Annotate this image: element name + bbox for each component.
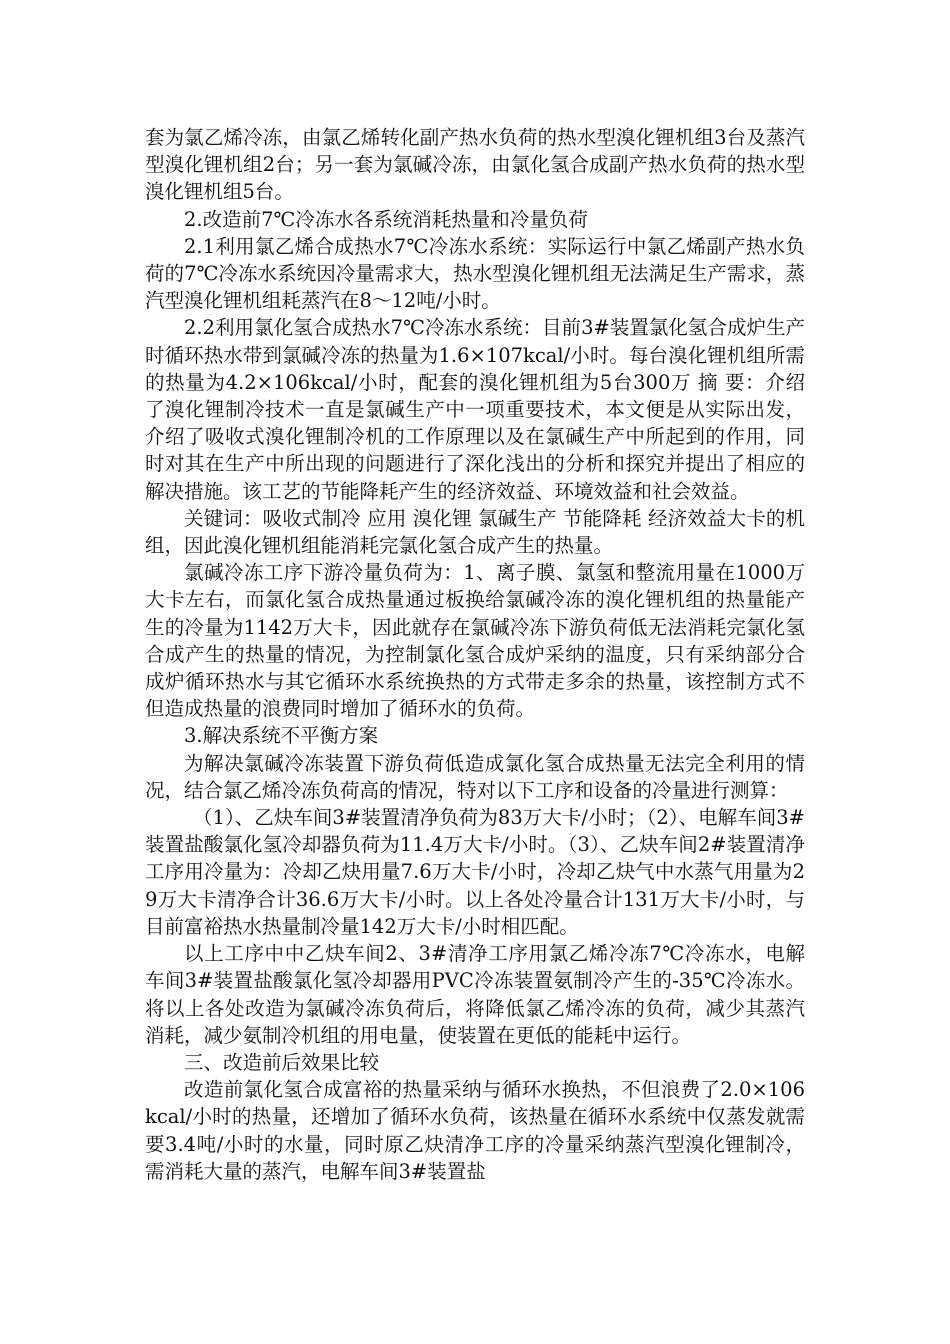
paragraph-process-change: 以上工序中中乙炔车间2、3#清净工序用氯乙烯冷冻7℃冷冻水，电解车间3#装置盐酸氯化氢冷却器用PVC冷冻装置氨制冷产生的-35℃冷冻水。将以上各处改造为氯碱冷冻负荷后，将降低氯乙烯冷冻的负荷，减少其蒸汽消耗，减少氨制冷机组的用电量，使装置在更低的能耗中运行。: [145, 942, 805, 1047]
document-body: [145, 124, 805, 1185]
paragraph-load-list: （1）、乙炔车间3#装置清净负荷为83万大卡/小时；（2）、电解车间3#装置盐酸氯化氢冷却器负荷为11.4万大卡/小时。（3）、乙炔车间2#装置清净工序用冷量为：冷却乙炔用量7.6万大卡/小时，冷却乙炔气中水蒸气用量为29万大卡清净合计36.6万大卡/小时。以上各处冷量合计131万大卡/小时，与目前富裕热水热量制冷量142万大卡/小时相匹配。: [145, 806, 805, 938]
section-heading-3: 3.解决系统不平衡方案: [184, 724, 379, 748]
section-heading-2: 2.改造前7℃冷冻水各系统消耗热量和冷量负荷: [184, 207, 588, 231]
section-heading-comparison: 三、改造前后效果比较: [184, 1050, 380, 1074]
paragraph-2-2: 2.2利用氯化氢合成热水7℃冷冻水系统：目前3#装置氯化氢合成炉生产时循环热水带到氯碱冷冻的热量为1.6×107kcal/小时。每台溴化锂机组所需的热量为4.2×106kcal/小时，配套的溴化锂机组为5台300万 摘 要：介绍了溴化锂制冷技术一直是氯碱生产中一项重要技术，本文便是从实际出发，介绍了吸收式溴化锂制冷机的工作原理以及在氯碱生产中所起到的作用，同时对其在生产中所出现的问题进行了深化浅出的分析和探究并提出了相应的解决措施。该工艺的节能降耗产生的经济效益、环境效益和社会效益。: [145, 316, 805, 503]
paragraph-comparison: 改造前氯化氢合成富裕的热量采纳与循环水换热，不但浪费了2.0×106kcal/小时的热量，还增加了循环水负荷，该热量在循环水系统中仅蒸发就需要3.4吨/小时的水量，同时原乙炔清净工序的冷量采纳蒸汽型溴化锂制冷，需消耗大量的蒸汽，电解车间3#装置盐: [145, 1078, 805, 1183]
paragraph-intro-continuation: 套为氯乙烯冷冻，由氯乙烯转化副产热水负荷的热水型溴化锂机组3台及蒸汽型溴化锂机组2台；另一套为氯碱冷冻，由氯化氢合成副产热水负荷的热水型溴化锂机组5台。: [145, 126, 805, 204]
paragraph-keywords: 关键词：吸收式制冷 应用 溴化锂 氯碱生产 节能降耗 经济效益大卡的机组，因此溴化锂机组能消耗完氯化氢合成产生的热量。: [145, 506, 805, 558]
paragraph-2-1: 2.1利用氯乙烯合成热水7℃冷冻水系统：实际运行中氯乙烯副产热水负荷的7℃冷冻水系统因冷量需求大，热水型溴化锂机组无法满足生产需求，蒸汽型溴化锂机组耗蒸汽在8～12吨/小时。: [145, 234, 805, 313]
paragraph-solution-intro: 为解决氯碱冷冻装置下游负荷低造成氯化氢合成热量无法完全利用的情况，结合氯乙烯冷冻负荷高的情况，特对以下工序和设备的冷量进行测算：: [145, 751, 805, 802]
paragraph-chlor-alkali-load: 氯碱冷冻工序下游冷量负荷为：1、离子膜、氯氢和整流用量在1000万大卡左右，而氯化氢合成热量通过板换给氯碱冷冻的溴化锂机组的热量能产生的冷量为1142万大卡，因此就存在氯碱冷冻下游负荷低无法消耗完氯化氢合成产生的热量的情况，为控制氯化氢合成炉采纳的温度，只有采纳部分合成炉循环热水与其它循环水系统换热的方式带走多余的热量，该控制方式不但造成热量的浪费同时增加了循环水的负荷。: [145, 561, 805, 721]
